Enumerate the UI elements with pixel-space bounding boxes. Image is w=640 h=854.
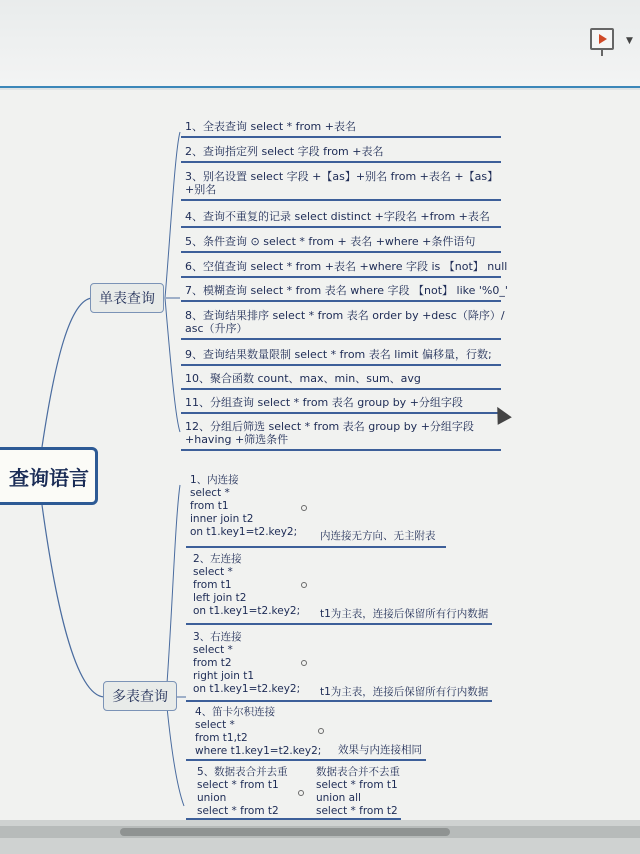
leaf-full-table-query[interactable]: 1、全表查询 select * from +表名 <box>185 120 356 133</box>
root-node[interactable]: 查询语言 <box>0 447 98 505</box>
join-right-line <box>186 700 492 702</box>
join-cartesian-line <box>186 759 426 761</box>
detail-circle-icon <box>318 728 324 734</box>
join-inner-code[interactable]: 1、内连接 select * from t1 inner join t2 on t1.key1=t2.key2; <box>190 474 298 538</box>
detail-circle-icon <box>301 505 307 511</box>
union-code[interactable]: 5、数据表合并去重 select * from t1 union select * from t2 <box>197 766 288 817</box>
join-right-code[interactable]: 3、右连接 select * from t2 right join t1 on t1.key1=t2.key2; <box>193 631 301 695</box>
union-all-note[interactable]: 数据表合并不去重 select * from t1 union all select * from t2 <box>316 766 400 817</box>
leaf-alias[interactable]: 3、别名设置 select 字段 +【as】+别名 from +表名 +【as】+别名 <box>185 170 495 196</box>
join-left-line <box>186 623 492 625</box>
join-left-note[interactable]: t1为主表，连接后保留所有行内数据 <box>320 608 489 620</box>
detail-circle-icon <box>301 582 307 588</box>
leaf-group-by[interactable]: 11、分组查询 select * from 表名 group by +分组字段 <box>185 396 463 409</box>
single-table-query-node[interactable]: 单表查询 <box>90 283 164 313</box>
detail-circle-icon <box>298 790 304 796</box>
join-inner-note[interactable]: 内连接无方向、无主附表 <box>320 530 436 542</box>
multi-table-query-node[interactable]: 多表查询 <box>103 681 177 711</box>
leaf-limit[interactable]: 9、查询结果数量限制 select * from 表名 limit 偏移量，行数; <box>185 348 492 361</box>
union-line <box>186 818 401 820</box>
leaf-aggregate[interactable]: 10、聚合函数 count、max、min、sum、avg <box>185 372 421 385</box>
leaf-distinct[interactable]: 4、查询不重复的记录 select distinct +字段名 +from +表名 <box>185 210 490 223</box>
chevron-down-icon[interactable]: ▼ <box>626 36 633 46</box>
leaf-having[interactable]: 12、分组后筛选 select * from 表名 group by +分组字段 +having +筛选条件 <box>185 420 485 446</box>
join-left-code[interactable]: 2、左连接 select * from t1 left join t2 on t1.key1=t2.key2; <box>193 553 301 617</box>
leaf-null-query[interactable]: 6、空值查询 select * from +表名 +where 字段 is 【not】 null <box>185 260 508 273</box>
join-right-note[interactable]: t1为主表，连接后保留所有行内数据 <box>320 686 489 698</box>
join-cartesian-note[interactable]: 效果与内连接相同 <box>338 744 422 756</box>
leaf-order-by[interactable]: 8、查询结果排序 select * from 表名 order by +desc（降序）/ asc（升序） <box>185 309 505 335</box>
leaf-select-columns[interactable]: 2、查询指定列 select 字段 from +表名 <box>185 145 384 158</box>
detail-circle-icon <box>301 660 307 666</box>
leaf-where[interactable]: 5、条件查询 ⊙ select * from + 表名 +where +条件语句 <box>185 235 476 248</box>
leaf-like-query[interactable]: 7、模糊查询 select * from 表名 where 字段 【not】 like '%0_' <box>185 284 508 297</box>
join-cartesian-code[interactable]: 4、笛卡尔积连接 select * from t1,t2 where t1.key1=t2.key2; <box>195 706 322 757</box>
join-inner-line <box>186 546 446 548</box>
